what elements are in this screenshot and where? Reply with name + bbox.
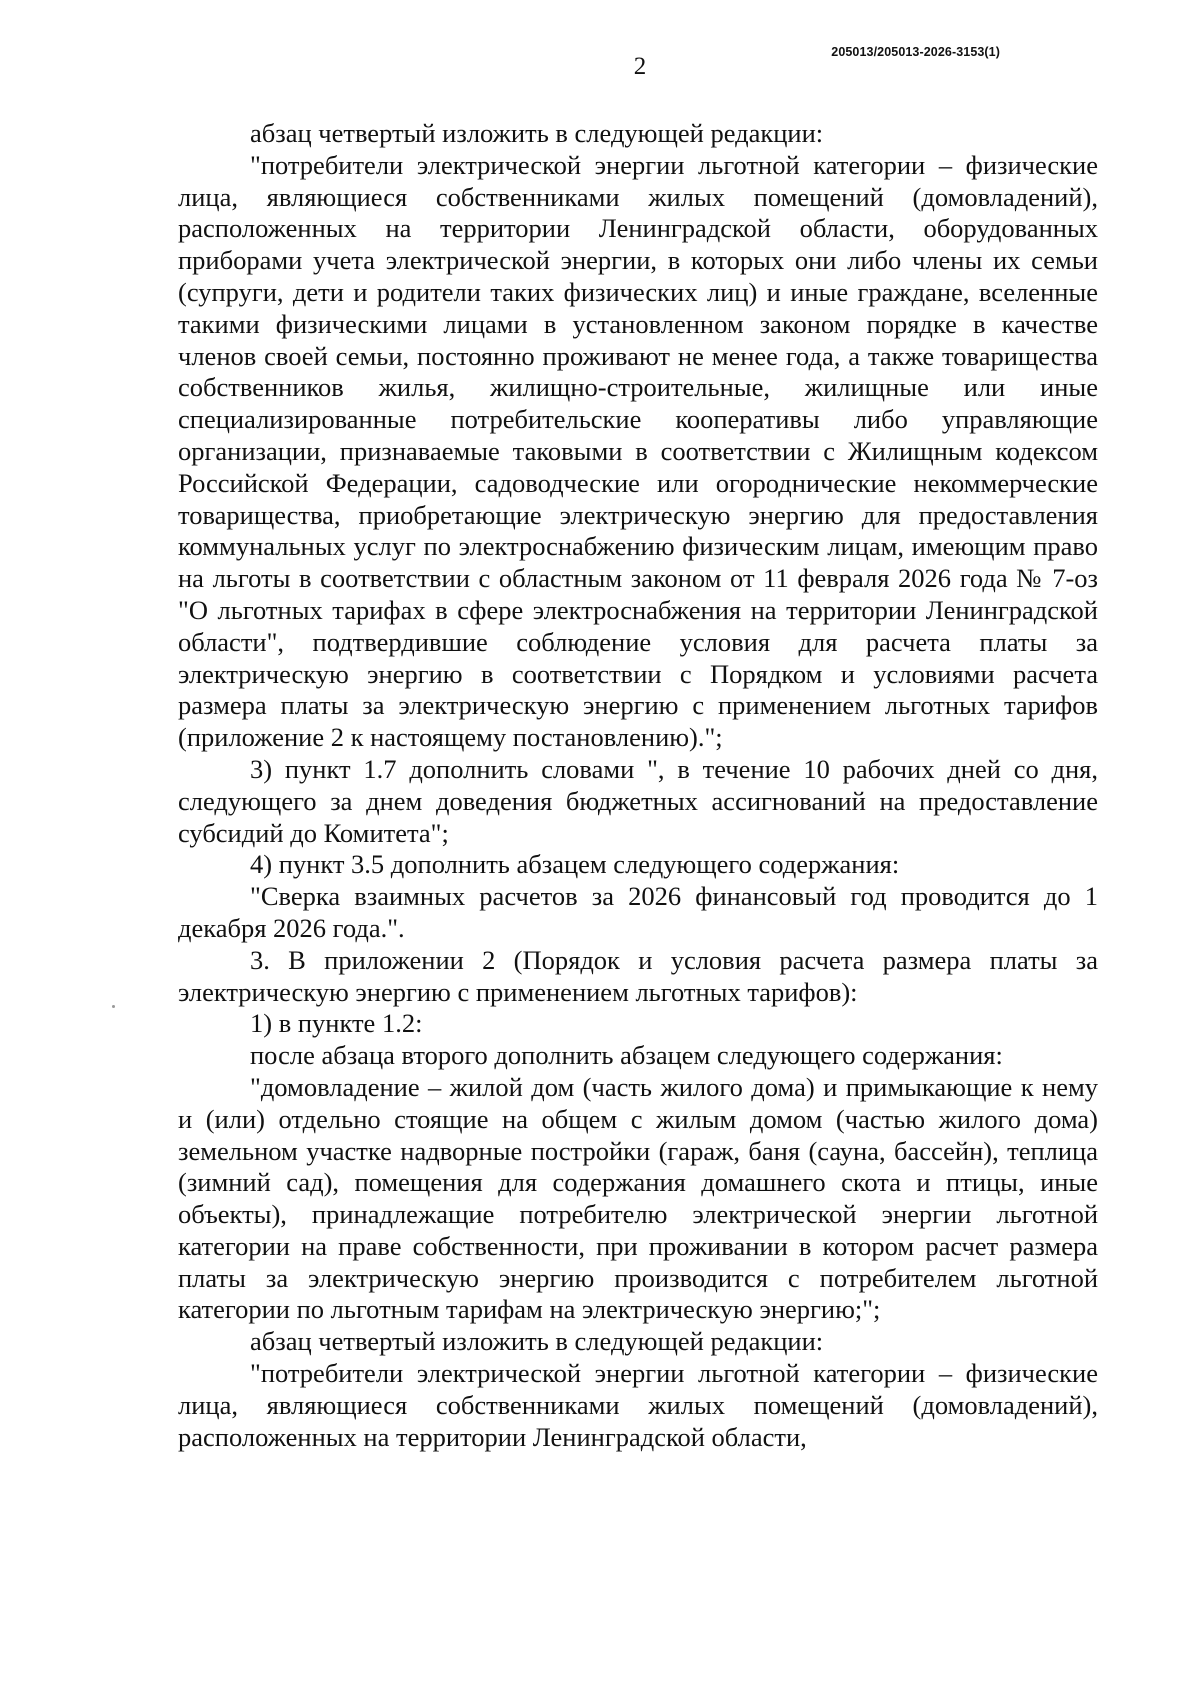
paragraph: "домовладение – жилой дом (часть жилого дома) и примыкающие к нему и (или) отдельно стоящие на общем с жилым домом (частью жилого дома) земельном участке надворные постройки (гараж, баня (сауна, бассейн), теплица (зимний сад), помещения для содержания домашнего скота и птицы, иные объекты), принадлежащие потребителю электрической энергии льготной категории на праве собственности, при проживании в котором расчет размера платы за электрическую энергию производится с потребителем льготной категории по льготным тарифам на электрическую энергию;"; [178, 1071, 1098, 1325]
page-number: 2 [633, 53, 647, 80]
paragraph: абзац четвертый изложить в следующей редакции: [250, 118, 824, 148]
paragraph: после абзаца второго дополнить абзацем следующего содержания: [250, 1040, 1003, 1071]
paragraph: 3. В приложении 2 (Порядок и условия расчета размера платы за электрическую энергию с применением льготных тарифов): [178, 944, 1098, 1007]
paragraph: "потребители электрической энергии льготной категории – физические лица, являющиеся собственниками жилых помещений (домовладений), расположенных на территории Ленинградской области, оборудованных приборами учета электрической энергии, в которых они либо члены их семьи (супруги, дети и родители таких физических лиц) и иные граждане, вселенные такими физическими лицами в установленном законом порядке в качестве членов своей семьи, постоянно проживают не менее года, а также товарищества собственников жилья, жилищно-строительные, жилищные или иные специализированные потребительские кооперативы либо управляющие организации, признаваемые таковыми в соответствии с Жилищным кодексом Российской Федерации, садоводческие или огороднические некоммерческие товарищества, приобретающие электрическую энергию для предоставления коммунальных услуг по электроснабжению физическим лицам, имеющим право на льготы в соответствии с областным законом от 11 февраля 2026 года № 7-оз "О льготных тарифах в сфере электроснабжения на территории Ленинградской области", подтвердившие соблюдение условия для расчета платы за электрическую энергию в соответствии с Порядком и условиями расчета размера платы за электрическую энергию с применением льготных тарифов (приложение 2 к настоящему постановлению)."; [178, 149, 1098, 753]
document-code: 205013/205013-2026-3153(1) [831, 45, 1000, 59]
document-body [178, 118, 1098, 1453]
paragraph: "Сверка взаимных расчетов за 2026 финансовый год проводится до 1 декабря 2026 года.". [178, 881, 1098, 943]
paragraph: 3) пункт 1.7 дополнить словами ", в течение 10 рабочих дней со дня, следующего за днем доведения бюджетных ассигнований на предоставление субсидий до Комитета"; [178, 753, 1098, 848]
paragraph: 4) пункт 3.5 дополнить абзацем следующего содержания: [250, 849, 900, 880]
paragraph: "потребители электрической энергии льготной категории – физические лица, являющиеся собственниками жилых помещений (домовладений), расположенных на территории Ленинградской области, [178, 1358, 1098, 1452]
paragraph: абзац четвертый изложить в следующей редакции: [250, 1326, 824, 1357]
scan-artifact [112, 1005, 115, 1008]
paragraph: 1) в пункте 1.2: [250, 1008, 423, 1039]
